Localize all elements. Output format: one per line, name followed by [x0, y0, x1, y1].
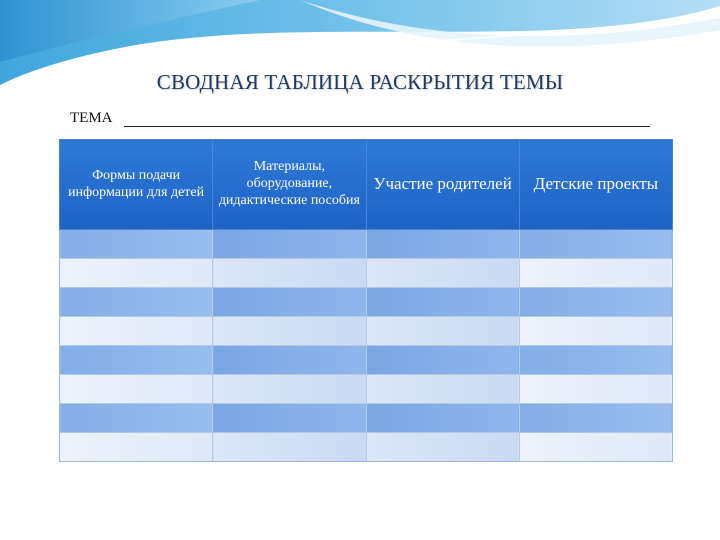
table-cell[interactable]	[519, 230, 672, 259]
table-row	[60, 288, 673, 317]
table-cell[interactable]	[519, 317, 672, 346]
table-cell[interactable]	[213, 404, 366, 433]
table-cell[interactable]	[213, 317, 366, 346]
table-cell[interactable]	[519, 404, 672, 433]
table-cell[interactable]	[366, 288, 519, 317]
table-cell[interactable]	[60, 433, 213, 462]
table-row	[60, 346, 673, 375]
table-cell[interactable]	[213, 288, 366, 317]
table-cell[interactable]	[60, 317, 213, 346]
table-cell[interactable]	[366, 375, 519, 404]
table-header-row	[60, 140, 673, 230]
table-cell[interactable]	[366, 317, 519, 346]
topic-field	[70, 110, 650, 130]
table-cell[interactable]	[519, 288, 672, 317]
table-cell[interactable]	[519, 375, 672, 404]
table-cell[interactable]	[366, 346, 519, 375]
header-parents: Участие родителей	[366, 140, 519, 230]
table-row	[60, 230, 673, 259]
table-row	[60, 375, 673, 404]
table-cell[interactable]	[213, 346, 366, 375]
table-cell[interactable]	[60, 259, 213, 288]
table-cell[interactable]	[366, 404, 519, 433]
table-row	[60, 259, 673, 288]
table-cell[interactable]	[60, 404, 213, 433]
table-cell[interactable]	[519, 433, 672, 462]
header-projects: Детские проекты	[519, 140, 672, 230]
topic-label: ТЕМА	[70, 110, 113, 126]
summary-table	[59, 139, 673, 462]
table-cell[interactable]	[60, 288, 213, 317]
header-forms: Формы подачи информации для детей	[60, 140, 213, 230]
table-cell[interactable]	[366, 230, 519, 259]
table-row	[60, 317, 673, 346]
table-cell[interactable]	[519, 346, 672, 375]
table-cell[interactable]	[519, 259, 672, 288]
table-cell[interactable]	[213, 433, 366, 462]
table-cell[interactable]	[366, 433, 519, 462]
table-row	[60, 404, 673, 433]
table-cell[interactable]	[60, 230, 213, 259]
table-row	[60, 433, 673, 462]
topic-blank-line	[124, 126, 650, 127]
table-cell[interactable]	[213, 259, 366, 288]
table-cell[interactable]	[366, 259, 519, 288]
header-materials: Материалы, оборудование, дидактические пособия	[213, 140, 366, 230]
table-cell[interactable]	[213, 230, 366, 259]
slide-title: СВОДНАЯ ТАБЛИЦА РАСКРЫТИЯ ТЕМЫ	[156, 70, 564, 94]
table-cell[interactable]	[60, 346, 213, 375]
table-cell[interactable]	[60, 375, 213, 404]
table-cell[interactable]	[213, 375, 366, 404]
